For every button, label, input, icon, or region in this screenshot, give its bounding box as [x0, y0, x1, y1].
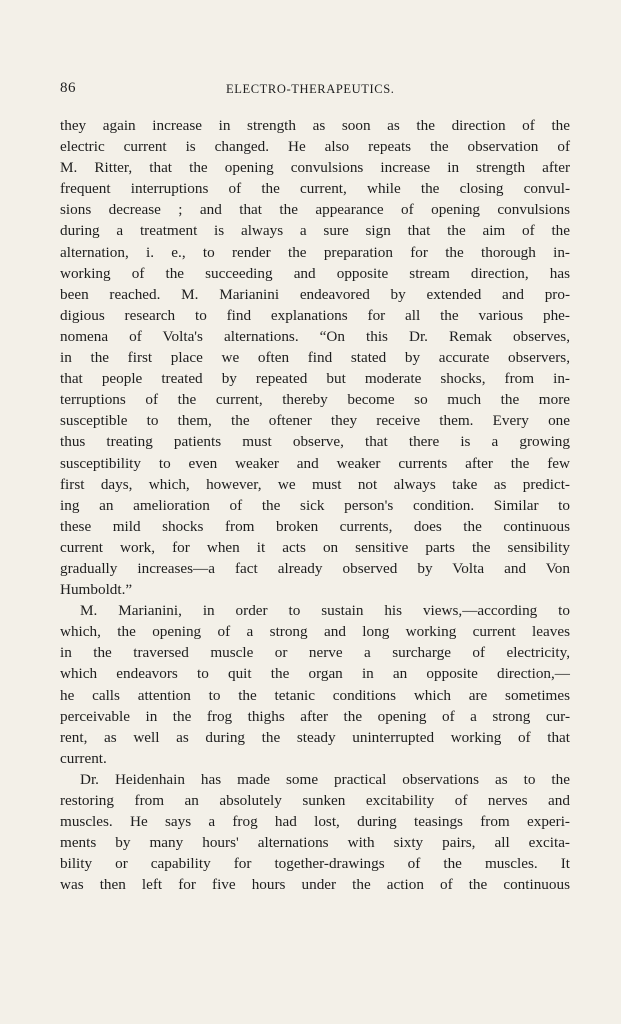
text-line: which endeavors to quit the organ in an opposite direction,—: [60, 665, 570, 683]
text-line: terruptions of the current, thereby become so much the more: [60, 391, 570, 409]
body-text: [60, 115, 570, 895]
text-line: thus treating patients must observe, that there is a growing: [60, 433, 570, 451]
text-line: first days, which, however, we must not always take as predict-: [60, 475, 570, 493]
running-head: ELECTRO-THERAPEUTICS.: [226, 82, 395, 96]
text-line: M. Ritter, that the opening convulsions increase in strength after: [60, 159, 570, 177]
text-line: alternation, i. e., to render the preparation for the thorough in-: [60, 243, 570, 261]
text-line: nomena of Volta's alternations. “On this Dr. Remak observes,: [60, 327, 570, 345]
text-line: restoring from an absolutely sunken excitability of nerves and: [60, 792, 570, 809]
text-line: current.: [60, 749, 107, 767]
text-line: gradually increases—a fact already observed by Volta and Von: [60, 559, 570, 577]
text-line: in the first place we often find stated by accurate observers,: [60, 349, 570, 367]
text-line: ments by many hours' alternations with sixty pairs, all excita-: [60, 834, 570, 852]
text-line: perceivable in the frog thighs after the opening of a strong cur-: [60, 707, 570, 725]
text-line: during a treatment is always a sure sign that the aim of the: [60, 222, 570, 240]
text-line: these mild shocks from broken currents, does the continuous: [60, 517, 570, 535]
text-line: working of the succeeding and opposite stream direction, has: [60, 264, 570, 282]
text-line: susceptible to them, the oftener they receive them. Every one: [60, 412, 570, 430]
text-line: Dr. Heidenhain has made some practical observations as to the: [80, 770, 570, 788]
text-line: been reached. M. Marianini endeavored by extended and pro-: [60, 285, 570, 303]
text-line: rent, as well as during the steady uninterrupted working of that: [60, 728, 570, 746]
text-line: that people treated by repeated but moderate shocks, from in-: [60, 370, 570, 388]
text-line: digious research to find explanations for all the various phe-: [60, 306, 570, 324]
text-line: muscles. He says a frog had lost, during teasings from experi-: [60, 813, 570, 831]
text-line: Humboldt.”: [60, 581, 133, 599]
page-header: [60, 80, 580, 100]
text-line: M. Marianini, in order to sustain his views,—according to: [80, 602, 570, 620]
paragraph-2: [60, 600, 570, 769]
text-line: they again increase in strength as soon as the direction of the: [60, 117, 570, 134]
text-line: current work, for when it acts on sensitive parts the sensibility: [60, 538, 570, 556]
text-line: electric current is changed. He also repeats the observation of: [60, 138, 570, 156]
text-line: was then left for five hours under the action of the continuous: [60, 876, 570, 894]
text-line: which, the opening of a strong and long working current leaves: [60, 623, 570, 641]
text-line: frequent interruptions of the current, while the closing convul-: [60, 180, 570, 198]
page-number: 86: [60, 80, 76, 96]
text-line: susceptibility to even weaker and weaker currents after the few: [60, 454, 570, 472]
text-line: bility or capability for together-drawings of the muscles. It: [60, 855, 570, 873]
text-line: he calls attention to the tetanic conditions which are sometimes: [60, 686, 570, 704]
text-line: ing an amelioration of the sick person's condition. Similar to: [60, 496, 570, 514]
text-line: sions decrease ; and that the appearance of opening convulsions: [60, 201, 570, 219]
text-line: in the traversed muscle or nerve a surcharge of electricity,: [60, 644, 570, 662]
paragraph-3: [60, 769, 570, 896]
paragraph-1: [60, 115, 570, 600]
